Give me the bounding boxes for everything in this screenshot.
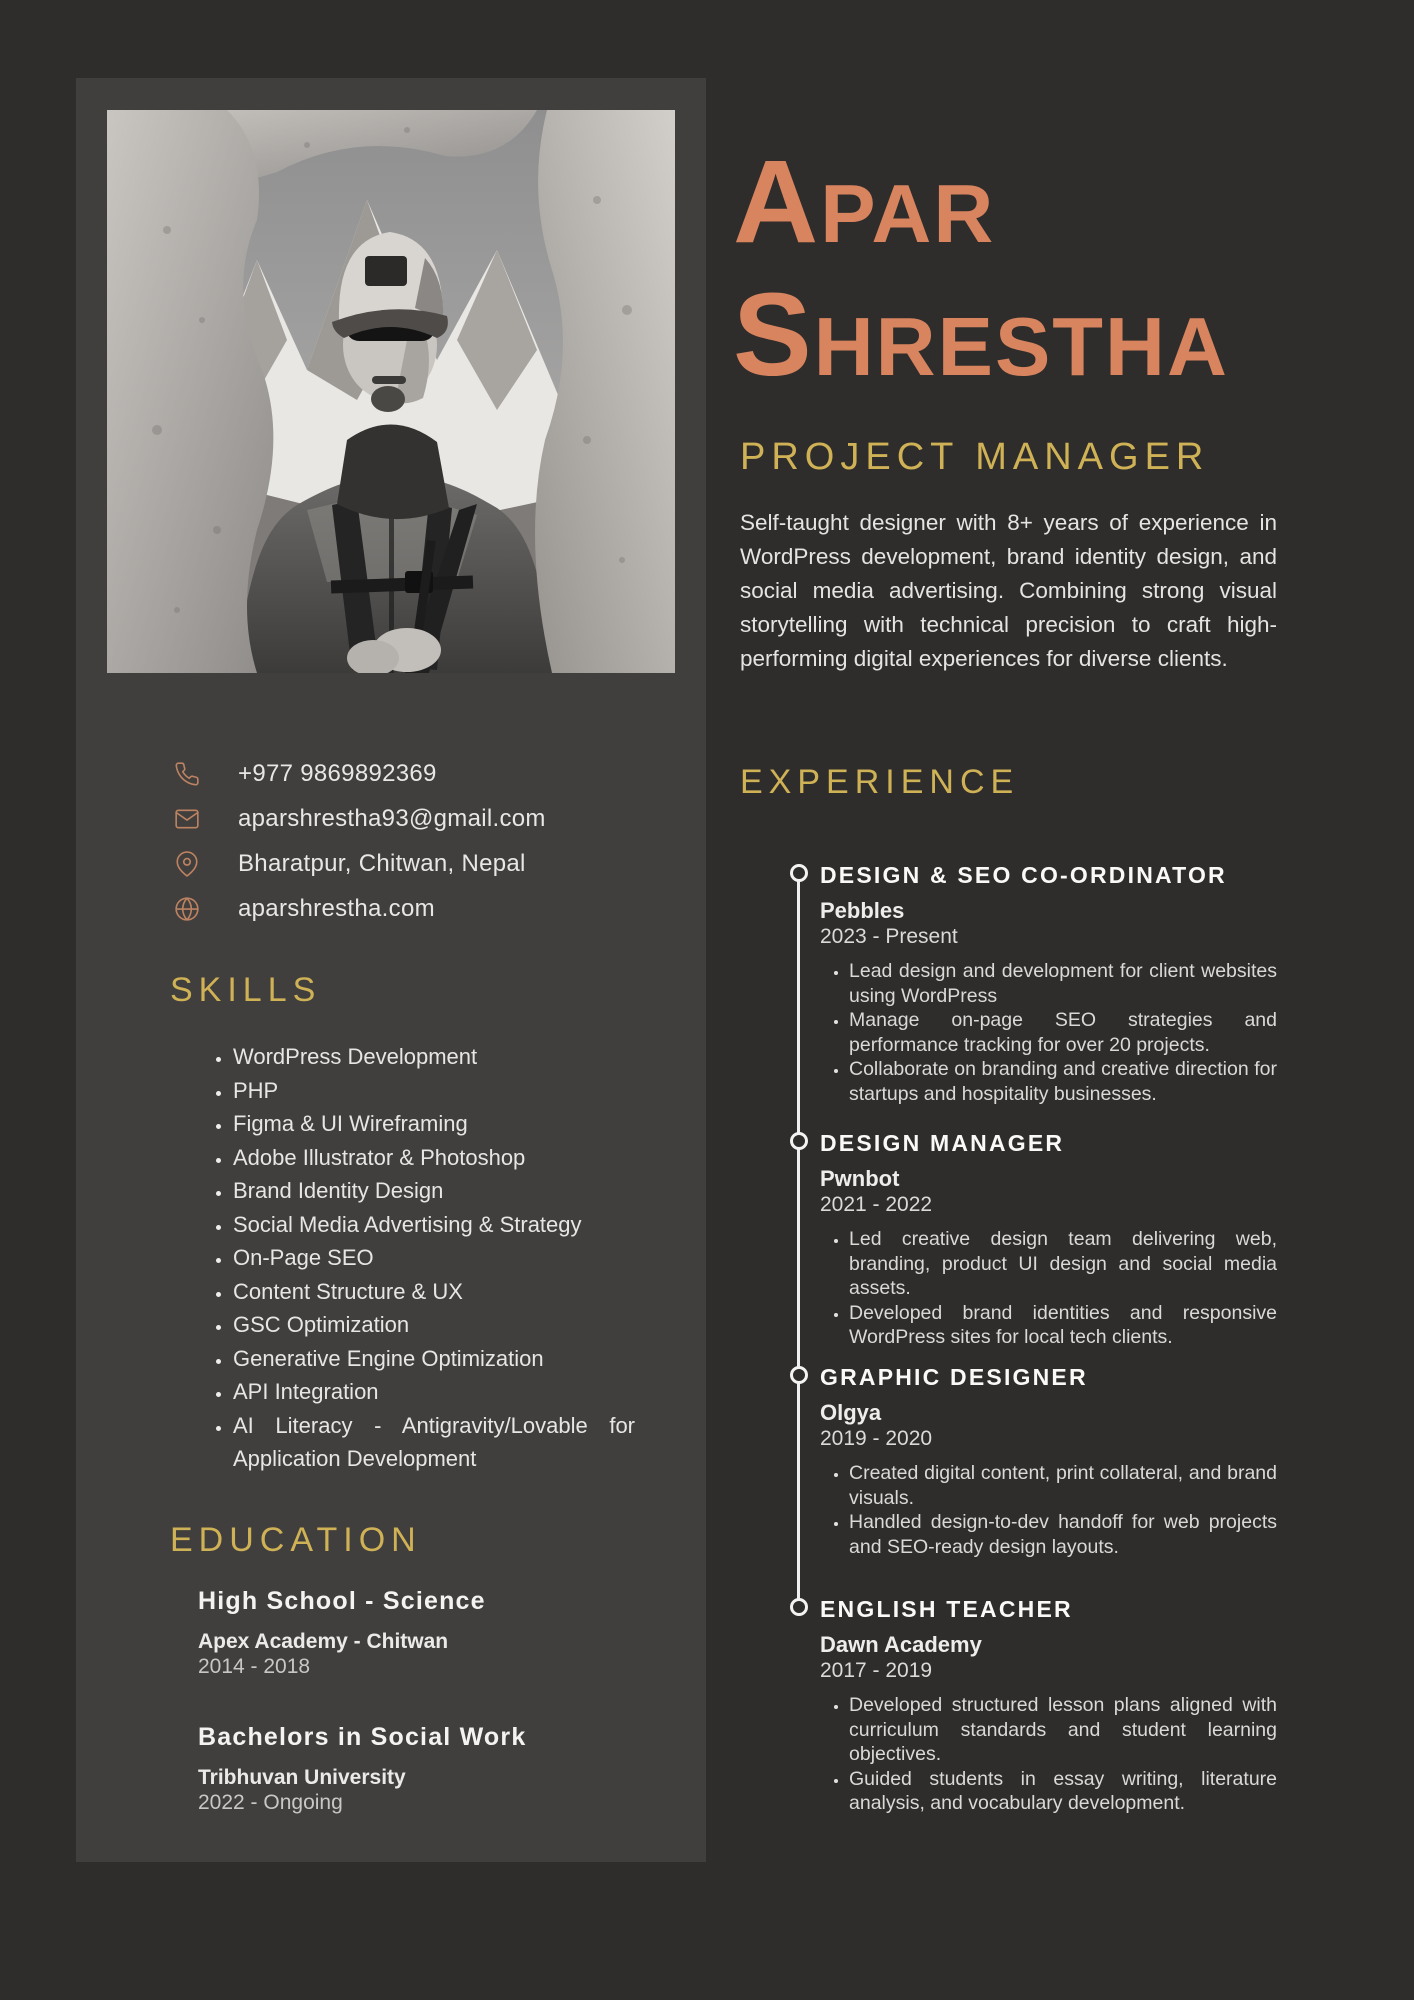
education-degree: Bachelors in Social Work [198, 1723, 527, 1751]
education-dates: 2022 - Ongoing [198, 1791, 343, 1814]
left-panel [76, 78, 706, 1862]
skill-item: • Brand Identity Design [233, 1174, 635, 1208]
job-bullet-list [820, 1461, 1277, 1559]
job-title: ENGLISH TEACHER [820, 1596, 1073, 1622]
skill-item: • API Integration [233, 1375, 635, 1409]
job-entry [790, 1364, 1277, 1559]
job-bullet: • Manage on-page SEO strategies and performance tracking for over 20 projects. [849, 1008, 1277, 1057]
education-school: Apex Academy - Chitwan [198, 1630, 449, 1653]
timeline-dot-icon [790, 1598, 808, 1616]
profile-photo-illustration [107, 110, 675, 673]
contact-email[interactable] [173, 805, 546, 832]
job-title: GRAPHIC DESIGNER [820, 1364, 1088, 1390]
education-dates: 2014 - 2018 [198, 1655, 311, 1678]
job-bullet: • Handled design-to-dev handoff for web projects and SEO-ready design layouts. [849, 1510, 1277, 1559]
job-dates: 2017 - 2019 [820, 1659, 933, 1682]
skills-heading: SKILLS [170, 971, 322, 1009]
job-dates: 2023 - Present [820, 925, 958, 948]
skill-item: • Generative Engine Optimization [233, 1342, 635, 1376]
job-entry [790, 1130, 1277, 1350]
education-entry [198, 1722, 638, 1815]
job-bullet: • Lead design and development for client websites using WordPress [849, 959, 1277, 1008]
job-bullet: • Created digital content, print collateral, and brand visuals. [849, 1461, 1277, 1510]
timeline-dot-icon [790, 1132, 808, 1150]
job-dates: 2021 - 2022 [820, 1193, 933, 1216]
contact-location-value: Bharatpur, Chitwan, Nepal [238, 849, 526, 877]
job-title: DESIGN MANAGER [820, 1130, 1065, 1156]
contact-website[interactable] [173, 895, 546, 922]
job-entry [790, 862, 1277, 1106]
job-bullet: • Developed brand identities and responsive WordPress sites for local tech clients. [849, 1301, 1277, 1350]
skills-list [180, 1040, 635, 1476]
job-bullet-list [820, 1227, 1277, 1350]
job-company: Olgya [820, 1400, 882, 1425]
contact-location [173, 850, 546, 877]
job-bullet-list [820, 1693, 1277, 1816]
role-title: PROJECT MANAGER [740, 436, 1210, 478]
skill-item: • On-Page SEO [233, 1241, 635, 1275]
contact-list [173, 760, 546, 940]
job-bullet: • Collaborate on branding and creative direction for startups and hospitality businesses. [849, 1057, 1277, 1106]
job-company: Pwnbot [820, 1166, 900, 1191]
education-list [198, 1586, 638, 1815]
education-school: Tribhuvan University [198, 1766, 406, 1789]
job-bullet: • Developed structured lesson plans aligned with curriculum standards and student learning objectives. [849, 1693, 1277, 1767]
education-heading: EDUCATION [170, 1521, 422, 1559]
skill-item: • Social Media Advertising & Strategy [233, 1208, 635, 1242]
timeline-dot-icon [790, 1366, 808, 1384]
contact-phone[interactable] [173, 760, 546, 787]
candidate-last-name: Shrestha [733, 269, 1229, 401]
experience-heading: EXPERIENCE [740, 763, 1020, 801]
contact-phone-value: +977 9869892369 [238, 759, 437, 787]
skill-item: • GSC Optimization [233, 1308, 635, 1342]
skill-item: • PHP [233, 1074, 635, 1108]
contact-email-value: aparshrestha93@gmail.com [238, 804, 546, 832]
profile-photo [107, 110, 675, 673]
education-degree: High School - Science [198, 1587, 486, 1615]
job-dates: 2019 - 2020 [820, 1427, 933, 1450]
phone-icon [173, 760, 201, 788]
globe-icon [173, 895, 201, 923]
job-bullet: • Led creative design team delivering web, branding, product UI design and social media assets. [849, 1227, 1277, 1301]
summary-text: Self-taught designer with 8+ years of experience in WordPress development, brand identity design, and social media advertising. Combining strong visual storytelling with technical precision to craft high-performing digital experiences for diverse clients. [740, 510, 1277, 671]
education-entry [198, 1586, 638, 1679]
contact-website-value: aparshrestha.com [238, 894, 435, 922]
job-company: Dawn Academy [820, 1632, 982, 1657]
skill-item: • Adobe Illustrator & Photoshop [233, 1141, 635, 1175]
job-company: Pebbles [820, 898, 905, 923]
job-entry [790, 1596, 1277, 1816]
candidate-first-name: Apar [733, 136, 996, 268]
map-pin-icon [173, 850, 201, 878]
skill-item: • Figma & UI Wireframing [233, 1107, 635, 1141]
job-bullet-list [820, 959, 1277, 1106]
skill-item: • WordPress Development [233, 1040, 635, 1074]
skill-item: • AI Literacy - Antigravity/Lovable for Application Development [233, 1409, 635, 1476]
envelope-icon [173, 805, 201, 833]
candidate-name [733, 136, 1229, 402]
job-title: DESIGN & SEO CO-ORDINATOR [820, 862, 1227, 888]
timeline-dot-icon [790, 864, 808, 882]
skill-item: • Content Structure & UX [233, 1275, 635, 1309]
job-bullet: • Guided students in essay writing, literature analysis, and vocabulary development. [849, 1767, 1277, 1816]
